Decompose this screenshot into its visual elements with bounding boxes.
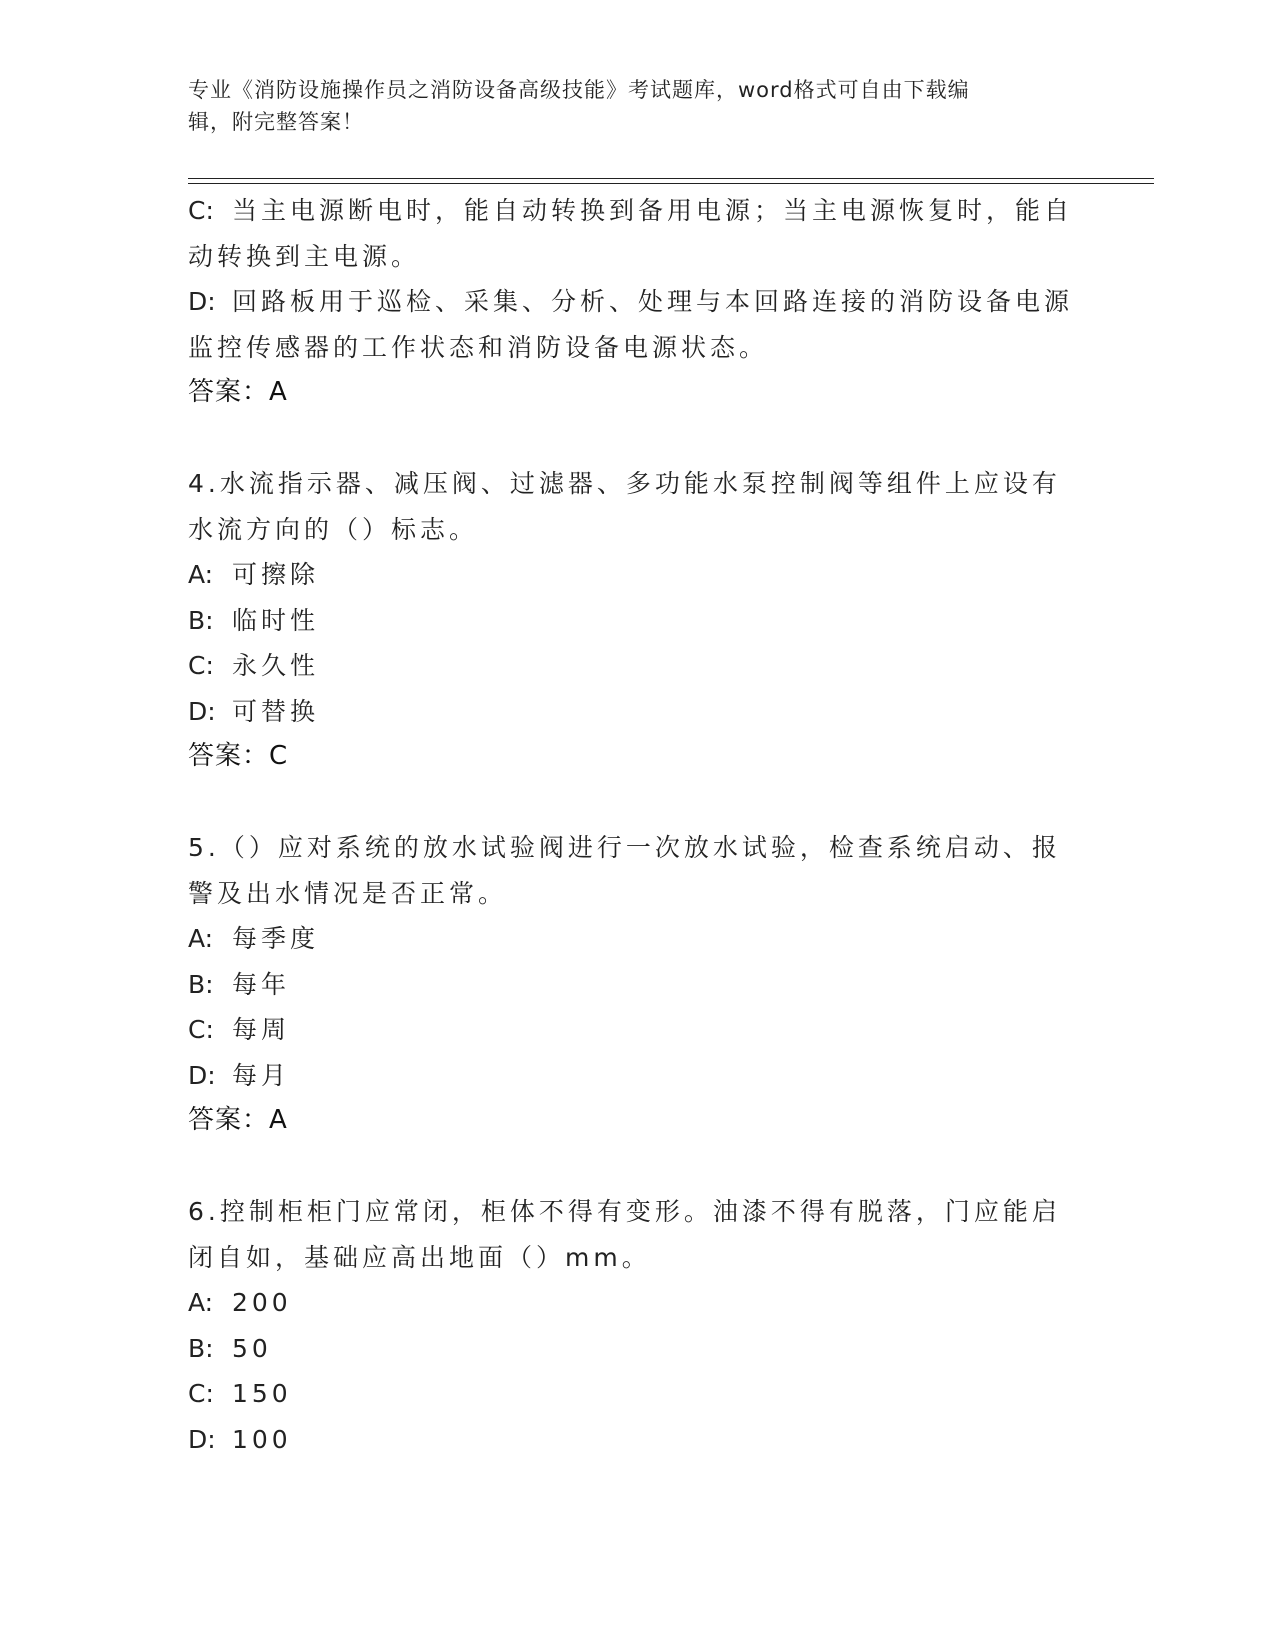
option-text: 可替换: [232, 696, 320, 726]
option-a: [188, 916, 1088, 962]
spacer: [188, 780, 1088, 826]
option-c: [188, 643, 1088, 689]
document-header: [188, 74, 1068, 138]
option-text: 100: [232, 1424, 292, 1454]
option-key: A:: [188, 924, 214, 953]
option-key: D:: [188, 1060, 216, 1090]
option-key: C:: [188, 651, 214, 680]
option-key: C:: [188, 1015, 214, 1044]
option-b: [188, 1326, 1088, 1372]
option-key: C:: [188, 1379, 214, 1408]
option-text: 150: [232, 1379, 292, 1408]
question-stem: 5.（）应对系统的放水试验阀进行一次放水试验，检查系统启动、报: [188, 833, 1061, 862]
header-divider-bottom: [188, 183, 1154, 184]
prev-question: [188, 188, 1088, 416]
question-content: [188, 188, 1088, 1462]
option-key: B:: [188, 1333, 214, 1363]
answer-label: 答案：A: [188, 377, 288, 407]
option-key: A:: [188, 1288, 214, 1317]
option-text: 每季度: [232, 924, 320, 953]
option-text: 回路板用于巡检、采集、分析、处理与本回路连接的消防设备电源: [232, 287, 1074, 316]
option-c: [188, 1371, 1088, 1417]
option-c: [188, 188, 1088, 234]
header-divider-top: [188, 178, 1154, 179]
option-text: 每周: [232, 1015, 291, 1044]
option-text: 每年: [232, 969, 291, 999]
option-text: 临时性: [232, 605, 320, 635]
option-text-continued: 监控传感器的工作状态和消防设备电源状态。: [188, 332, 769, 362]
option-text: 可擦除: [232, 560, 320, 589]
option-text: 200: [232, 1288, 292, 1317]
option-a: [188, 552, 1088, 598]
header-line-1: 专业《消防设施操作员之消防设备高级技能》考试题库，word格式可自由下载编: [188, 78, 970, 102]
spacer: [188, 416, 1088, 462]
option-key: A:: [188, 560, 214, 589]
option-c: [188, 1007, 1088, 1053]
option-key: D:: [188, 1424, 216, 1454]
option-d: [188, 689, 1088, 735]
question-stem-continued: 闭自如，基础应高出地面（）mm。: [188, 1242, 651, 1272]
question-6: [188, 1189, 1088, 1462]
header-line-2: 辑，附完整答案！: [188, 110, 364, 134]
option-text: 50: [232, 1333, 272, 1363]
option-text: 每月: [232, 1060, 291, 1090]
option-d: [188, 1417, 1088, 1463]
question-4: [188, 461, 1088, 780]
option-text-continued: 动转换到主电源。: [188, 241, 421, 271]
answer-label: 答案：A: [188, 1105, 288, 1135]
option-text: 当主电源断电时，能自动转换到备用电源；当主电源恢复时，能自: [232, 196, 1074, 225]
option-key: D:: [188, 287, 216, 316]
option-a: [188, 1280, 1088, 1326]
spacer: [188, 1144, 1088, 1190]
question-stem-continued: 警及出水情况是否正常。: [188, 878, 508, 908]
answer-label: 答案：C: [188, 741, 289, 771]
question-5: [188, 825, 1088, 1144]
option-key: C:: [188, 196, 214, 225]
option-d: [188, 1053, 1088, 1099]
question-stem-continued: 水流方向的（）标志。: [188, 514, 479, 544]
option-b: [188, 962, 1088, 1008]
option-key: B:: [188, 969, 214, 999]
option-d: [188, 279, 1088, 325]
question-stem: 6.控制柜柜门应常闭，柜体不得有变形。油漆不得有脱落，门应能启: [188, 1197, 1061, 1226]
option-key: D:: [188, 696, 216, 726]
option-b: [188, 598, 1088, 644]
question-stem: 4.水流指示器、减压阀、过滤器、多功能水泵控制阀等组件上应设有: [188, 469, 1061, 498]
option-text: 永久性: [232, 651, 320, 680]
option-key: B:: [188, 605, 214, 635]
